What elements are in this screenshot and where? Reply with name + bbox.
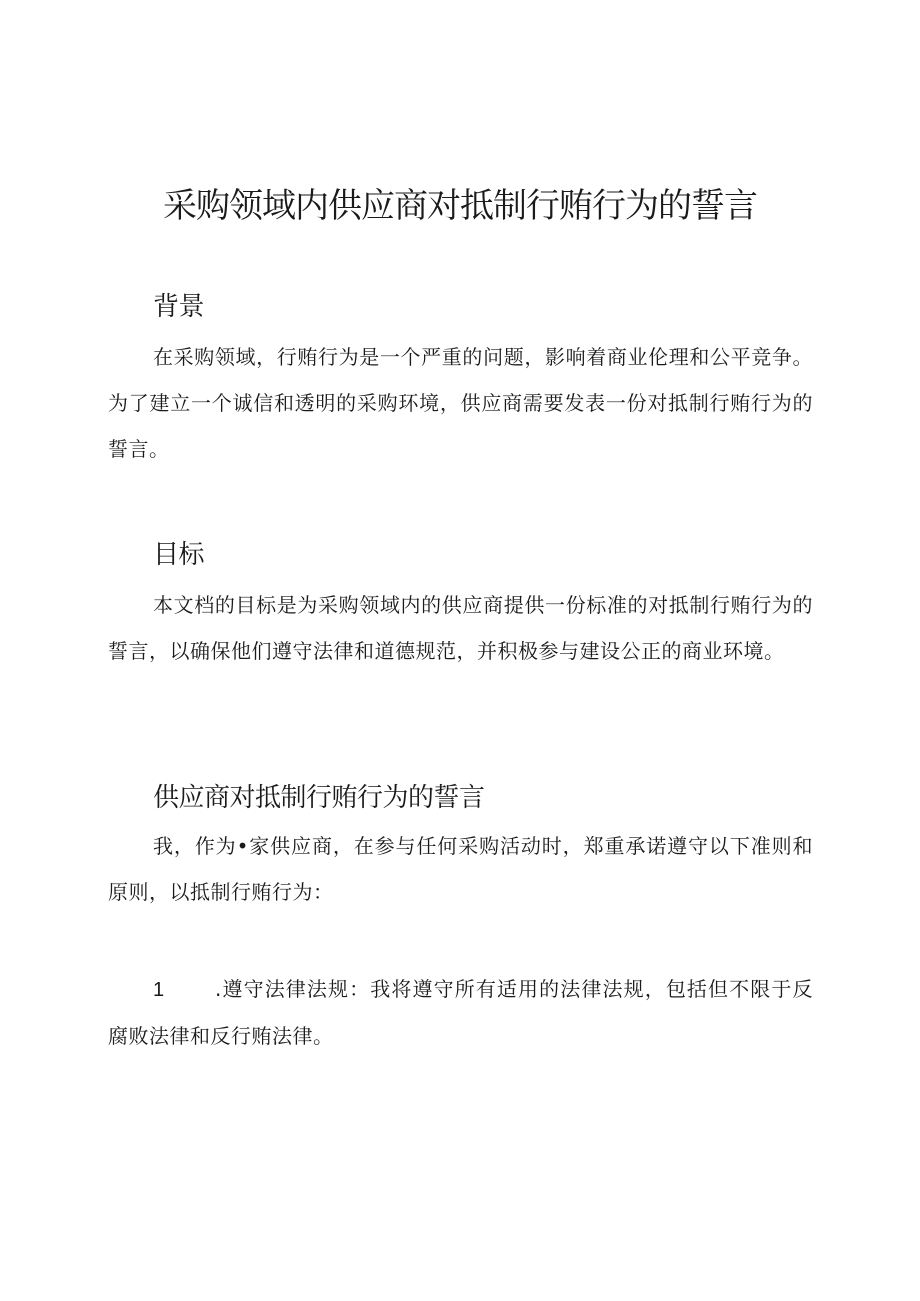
section-heading-goal: 目标 — [153, 540, 205, 570]
section-heading-pledge: 供应商对抵制行贿行为的誓言 — [153, 783, 485, 813]
list-item-text: .遵守法律法规：我将遵守所有适用的法律法规，包括但不限于反腐败法律和反行贿法律。 — [108, 977, 813, 1048]
section-paragraph-background: 在采购领域，行贿行为是一个严重的问题，影响着商业伦理和公平竞争。为了建立一个诚信和透明的采购环境，供应商需要发表一份对抵制行贿行为的誓言。 — [108, 345, 813, 461]
section-heading-background: 背景 — [153, 292, 205, 322]
section-paragraph-goal: 本文档的目标是为采购领域内的供应商提供一份标准的对抵制行贿行为的誓言，以确保他们遵守法律和道德规范，并积极参与建设公正的商业环境。 — [108, 593, 813, 663]
list-item — [108, 966, 813, 1059]
section-paragraph-pledge: 我，作为•家供应商，在参与任何采购活动时，郑重承诺遵守以下准则和原则，以抵制行贿行为： — [108, 834, 813, 904]
document-title: 采购领域内供应商对抵制行贿行为的誓言 — [163, 186, 757, 226]
list-item-number: 1 — [153, 979, 165, 1001]
